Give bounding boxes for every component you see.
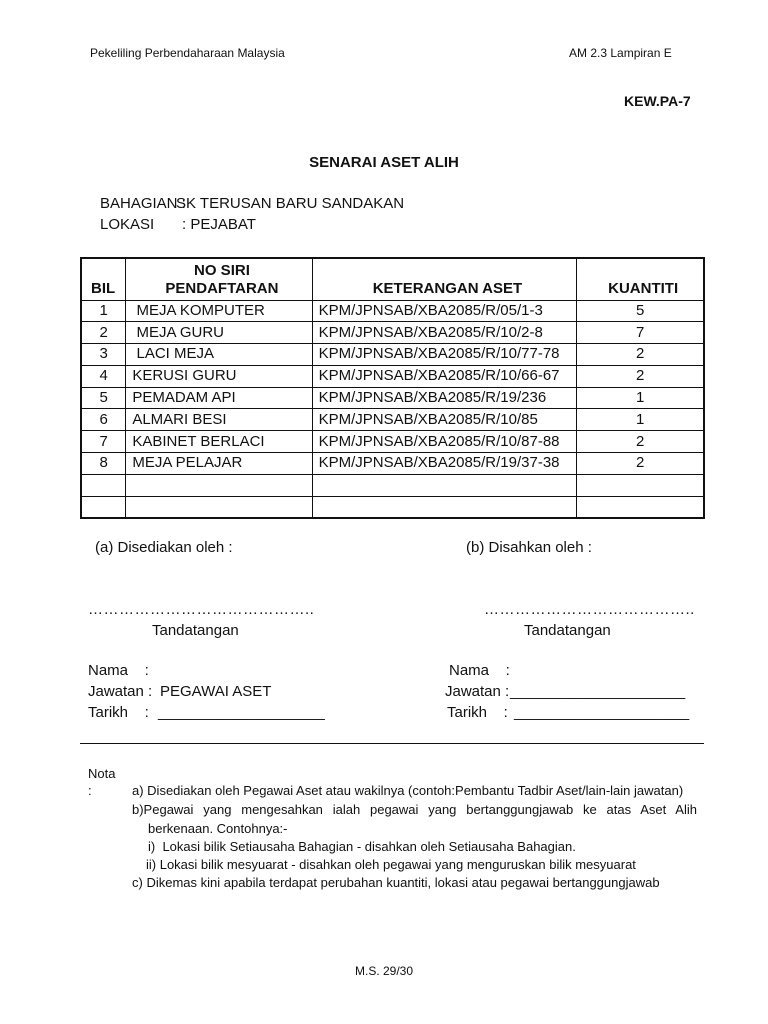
header-kuantiti: KUANTITI (577, 258, 704, 300)
table-row (81, 431, 704, 453)
header-keterangan: KETERANGAN ASET (312, 258, 577, 300)
table-row (81, 453, 704, 475)
page-title: SENARAI ASET ALIH (309, 154, 459, 171)
header-left-text: Pekeliling Perbendaharaan Malaysia (90, 46, 285, 60)
row-registration-code-cell: KPM/JPNSAB/XBA2085/R/10/66-67 (312, 365, 577, 387)
table-row (81, 344, 704, 366)
notes-label: Nota (88, 766, 116, 781)
approved-position-label: Jawatan : (445, 683, 510, 700)
row-quantity-cell: 5 (577, 300, 704, 322)
row-bil-cell: 6 (81, 409, 126, 431)
lokasi-label: LOKASI (100, 216, 155, 233)
row-bil-cell: 2 (81, 322, 126, 344)
row-bil-cell: 5 (81, 387, 126, 409)
approved-name-label: Nama : (449, 662, 510, 679)
asset-table (80, 257, 705, 519)
header-no-siri-line1: NO SIRI (194, 261, 250, 279)
approved-heading: (b) Disahkan oleh : (466, 539, 592, 556)
header-bil: BIL (81, 258, 126, 300)
approved-date-label: Tarikh : (447, 704, 508, 721)
note-b-line1: b)Pegawai yang mengesahkan ialah pegawai yang bertanggungjawab ke atas Aset Alih (132, 802, 697, 817)
prepared-date-label: Tarikh : (88, 704, 149, 721)
row-bil-cell (81, 474, 126, 496)
table-row (81, 474, 704, 496)
row-asset-name-cell: KERUSI GURU (126, 365, 312, 387)
page-number: M.S. 29/30 (354, 964, 414, 978)
row-asset-name-cell (126, 474, 312, 496)
prepared-signature-label: Tandatangan (152, 622, 239, 639)
row-quantity-cell: 2 (577, 453, 704, 475)
row-quantity-cell (577, 474, 704, 496)
note-b-i: i) Lokasi bilik Setiausaha Bahagian - disahkan oleh Setiausaha Bahagian. (148, 839, 576, 854)
header-no-siri (126, 258, 312, 300)
row-quantity-cell: 1 (577, 409, 704, 431)
row-registration-code-cell (312, 474, 577, 496)
row-registration-code-cell: KPM/JPNSAB/XBA2085/R/10/77-78 (312, 344, 577, 366)
prepared-signature-dots: …………………………………….. (88, 601, 315, 618)
row-registration-code-cell: KPM/JPNSAB/XBA2085/R/05/1-3 (312, 300, 577, 322)
row-asset-name-cell (126, 496, 312, 518)
row-registration-code-cell: KPM/JPNSAB/XBA2085/R/10/85 (312, 409, 577, 431)
row-asset-name-cell: ALMARI BESI (126, 409, 312, 431)
row-bil-cell: 3 (81, 344, 126, 366)
divider-line (80, 743, 704, 744)
table-row (81, 322, 704, 344)
approved-position-line: _____________________ (510, 683, 686, 700)
row-registration-code-cell: KPM/JPNSAB/XBA2085/R/19/236 (312, 387, 577, 409)
prepared-date-line: ____________________ (158, 704, 325, 721)
table-row (81, 300, 704, 322)
row-registration-code-cell: KPM/JPNSAB/XBA2085/R/19/37-38 (312, 453, 577, 475)
table-row (81, 365, 704, 387)
prepared-name-label: Nama : (88, 662, 149, 679)
table-row (81, 496, 704, 518)
bahagian-value: SK TERUSAN BARU SANDAKAN (176, 195, 405, 212)
row-bil-cell: 7 (81, 431, 126, 453)
approved-signature-label: Tandatangan (524, 622, 611, 639)
prepared-heading: (a) Disediakan oleh : (95, 539, 233, 556)
form-code: KEW.PA-7 (624, 93, 691, 109)
row-registration-code-cell (312, 496, 577, 518)
row-registration-code-cell: KPM/JPNSAB/XBA2085/R/10/2-8 (312, 322, 577, 344)
row-asset-name-cell: MEJA PELAJAR (126, 453, 312, 475)
table-row (81, 409, 704, 431)
row-bil-cell: 1 (81, 300, 126, 322)
row-asset-name-cell: LACI MEJA (126, 344, 312, 366)
row-quantity-cell: 2 (577, 431, 704, 453)
row-quantity-cell: 2 (577, 344, 704, 366)
bahagian-label: BAHAGIAN : (100, 195, 186, 212)
header-no-siri-line2: PENDAFTARAN (165, 279, 279, 297)
row-asset-name-cell: KABINET BERLACI (126, 431, 312, 453)
notes-colon: : (88, 783, 92, 798)
row-registration-code-cell: KPM/JPNSAB/XBA2085/R/10/87-88 (312, 431, 577, 453)
note-a: a) Disediakan oleh Pegawai Aset atau wakilnya (contoh:Pembantu Tadbir Aset/lain-lain jawatan) (132, 783, 684, 798)
row-bil-cell (81, 496, 126, 518)
note-b-ii: ii) Lokasi bilik mesyuarat - disahkan oleh pegawai yang menguruskan bilik mesyuarat (146, 857, 636, 872)
row-quantity-cell: 7 (577, 322, 704, 344)
note-c: c) Dikemas kini apabila terdapat perubahan kuantiti, lokasi atau pegawai bertanggungjawab (132, 875, 660, 890)
header-right-text: AM 2.3 Lampiran E (569, 46, 672, 60)
row-quantity-cell: 2 (577, 365, 704, 387)
row-quantity-cell: 1 (577, 387, 704, 409)
prepared-position-label: Jawatan : (88, 683, 153, 700)
lokasi-value: : PEJABAT (182, 216, 256, 233)
row-bil-cell: 4 (81, 365, 126, 387)
row-bil-cell: 8 (81, 453, 126, 475)
approved-date-line: _____________________ (514, 704, 690, 721)
row-quantity-cell (577, 496, 704, 518)
approved-signature-dots: ………………………………….. (484, 601, 695, 618)
row-asset-name-cell: PEMADAM API (126, 387, 312, 409)
table-header-row (81, 258, 704, 300)
prepared-position-value: PEGAWAI ASET (160, 683, 272, 700)
table-row (81, 387, 704, 409)
row-asset-name-cell: MEJA GURU (126, 322, 312, 344)
note-b-line2: berkenaan. Contohnya:- (148, 821, 288, 836)
row-asset-name-cell: MEJA KOMPUTER (126, 300, 312, 322)
